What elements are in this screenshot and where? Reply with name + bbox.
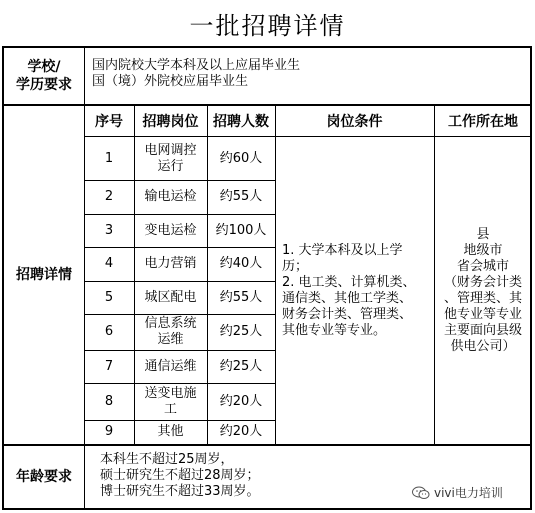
row-position: 信息系统 运维: [144, 316, 197, 347]
row-number: 2: [104, 189, 114, 204]
location-cell: 县 地级市 省会城市 （财务会计类 、管理类、其 他专业等专业 主要面向县级 供电公司）: [443, 226, 522, 354]
row-position: 变电运检: [144, 222, 197, 238]
conditions-cell: 1. 大学本科及以上学 历； 2. 电工类、计算机类、 通信类、其他工学类、 财务会计类、管理类、 其他专业等专业。: [282, 242, 416, 338]
row-count: 约20人: [219, 393, 263, 409]
row-number: 9: [104, 424, 114, 439]
header-position: 招聘岗位: [142, 114, 199, 130]
row-count: 约25人: [219, 324, 263, 339]
row-number: 5: [104, 289, 114, 305]
age-line: 本科生不超过25周岁，: [100, 452, 234, 467]
school-requirements: [92, 58, 522, 90]
wechat-icon: [412, 486, 430, 500]
row-number: 3: [104, 222, 114, 238]
row-number: 6: [104, 324, 114, 339]
row-position: 其他: [157, 424, 184, 439]
row-count: 约55人: [219, 189, 263, 204]
row-position: 通信运维: [144, 358, 197, 374]
watermark-text: vivi电力培训: [434, 486, 503, 500]
row-position: 电力营销: [144, 256, 197, 271]
row-count: 约25人: [219, 358, 263, 374]
age-requirements: [100, 452, 400, 500]
age-label: 年龄要求: [16, 469, 72, 485]
header-location: 工作所在地: [448, 114, 518, 130]
header-count: 招聘人数: [213, 114, 269, 130]
school-line: 国（境）外院校应届毕业生: [92, 74, 249, 89]
row-position: 送变电施 工: [144, 385, 197, 417]
row-count: 约60人: [219, 150, 263, 166]
school-line: 国内院校大学本科及以上应届毕业生: [92, 58, 301, 73]
page-title: 一批招聘详情: [189, 11, 346, 40]
row-number: 1: [104, 150, 114, 166]
age-line: 博士研究生不超过33周岁。: [100, 484, 260, 499]
school-label: 学校/ 学历要求: [16, 59, 72, 93]
row-count: 约100人: [215, 222, 267, 238]
row-position: 电网调控 运行: [144, 142, 197, 174]
row-number: 8: [104, 393, 114, 409]
watermark: [412, 484, 503, 501]
row-position: 城区配电: [144, 289, 197, 305]
row-number: 7: [104, 358, 114, 374]
row-number: 4: [104, 256, 114, 271]
recruit-label: 招聘详情: [16, 267, 72, 283]
row-count: 约20人: [219, 424, 263, 439]
row-count: 约55人: [219, 289, 263, 305]
header-conditions: 岗位条件: [326, 114, 383, 130]
row-count: 约40人: [219, 256, 263, 271]
age-line: 硕士研究生不超过28周岁；: [100, 468, 260, 483]
header-index: 序号: [95, 114, 123, 130]
row-position: 输电运检: [144, 189, 197, 204]
